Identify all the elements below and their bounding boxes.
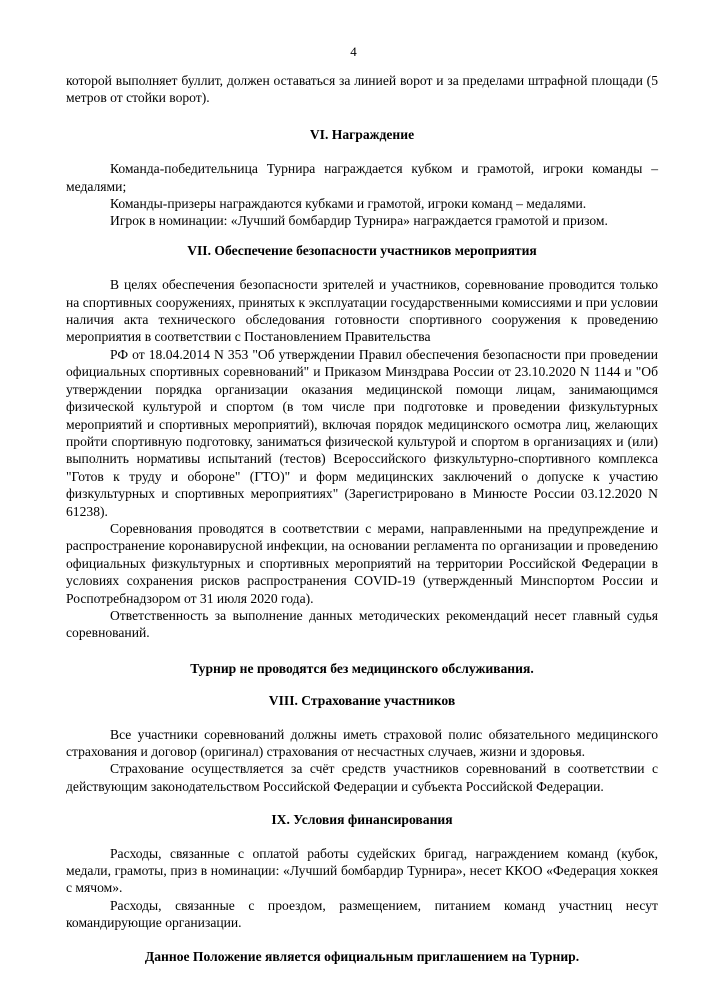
section-7-paragraph: Ответственность за выполнение данных методических рекомендаций несет главный судья соревнований.: [66, 607, 658, 641]
page-number: 4: [350, 44, 357, 59]
intro-paragraph: которой выполняет буллит, должен оставаться за линией ворот и за пределами штрафной площади (5 метров от стойки ворот).: [66, 73, 658, 106]
section-6-paragraph: Команда-победительница Турнира награждается кубком и грамотой, игроки команды – медалями;: [66, 161, 658, 194]
section-8-heading: VIII. Страхование участников: [268, 693, 456, 709]
closing-statement: Данное Положение является официальным приглашением на Турнир.: [144, 948, 580, 964]
section-7-paragraph: Соревнования проводятся в соответствии с мерами, направленными на предупреждение и распространение коронавирусной инфекции, на основании регламента по организации и проведению официальных физкультурных и спортивных мероприятий на территории Российской Федерации в условиях сохранения рисков распространения COVID-19 (утвержденный Минспортом России и Роспотребнадзором от 31 июля 2020 года).: [66, 520, 658, 606]
section-9-heading: IX. Условия финансирования: [271, 812, 453, 828]
section-7-paragraph: РФ от 18.04.2014 N 353 "Об утверждении Правил обеспечения безопасности при проведении официальных спортивных соревнований" и Приказом Минздрава России от 23.10.2020 N 1144 и "Об утверждении порядка организации оказания медицинской помощи лицам, занимающимся физической культурой и спортом (в том числе при подготовке и проведении физкультурных мероприятий и спортивных мероприятий), включая порядок медицинского осмотра лиц, желающих пройти спортивную подготовку, заниматься физической культурой и спортом в организациях и (или) выполнить нормативы испытаний (тестов) Всероссийского физкультурно-спортивного комплекса "Готов к труду и обороне" (ГТО)" и форм медицинских заключений о допуске к участию физкультурных и спортивных мероприятиях" (Зарегистрировано в Минюсте России 03.12.2020 N 61238).: [66, 346, 658, 519]
section-7-heading: VII. Обеспечение безопасности участников мероприятия: [187, 242, 537, 258]
section-8-paragraph: Все участники соревнований должны иметь страховой полис обязательного медицинского страхования и договор (оригинал) страхования от несчастных случаев, жизни и здоровья.: [66, 726, 658, 759]
medical-notice: Турнир не проводятся без медицинского обслуживания.: [190, 660, 534, 676]
section-9-paragraph: Расходы, связанные с проездом, размещением, питанием команд участниц несут командирующие организации.: [66, 897, 658, 931]
section-7-paragraph: В целях обеспечения безопасности зрителей и участников, соревнование проводится только на спортивных сооружениях, принятых к эксплуатации государственными комиссиями и при условии наличия акта технического обследования готовности спортивного сооружения к проведению мероприятия в соответствии с Постановлением Правительства: [66, 277, 658, 345]
section-6-paragraph: Команды-призеры награждаются кубками и грамотой, игроки команд – медалями.: [110, 196, 587, 212]
section-6-heading: VI. Награждение: [309, 126, 415, 142]
section-6-paragraph: Игрок в номинации: «Лучший бомбардир Турнира» награждается грамотой и призом.: [110, 213, 608, 229]
section-9-paragraph: Расходы, связанные с оплатой работы судейских бригад, награждением команд (кубок, медали, грамоты, приз в номинации: «Лучший бомбардир Турнира», несет ККОО «Федерация хоккея с мячом».: [66, 845, 658, 896]
section-8-paragraph: Страхование осуществляется за счёт средств участников соревнований в соответствии с действующим законодательством Российской Федерации и субъекта Российской Федерации.: [66, 761, 658, 794]
page-content: [66, 72, 658, 965]
